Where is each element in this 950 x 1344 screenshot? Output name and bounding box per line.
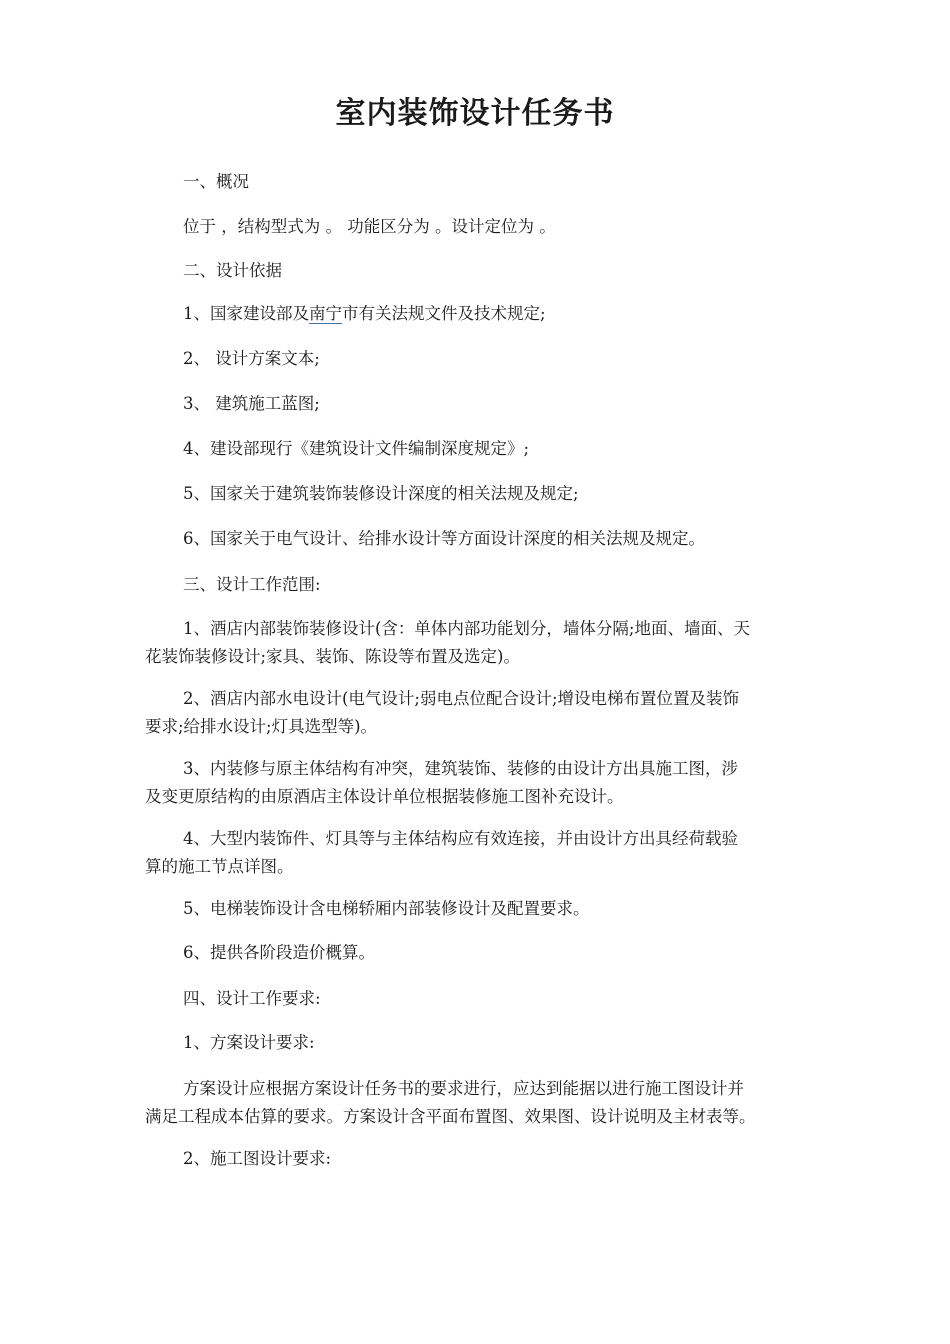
scope-item-4-line-1: 4、大型内装饰件、灯具等与主体结构应有效连接，并由设计方出具经荷载验: [183, 829, 738, 848]
scope-item-4-line-2: 算的施工节点详图。: [145, 857, 294, 876]
city-link[interactable]: 南宁: [309, 304, 342, 323]
basis-item-4: 4、建设部现行《建筑设计文件编制深度规定》;: [183, 439, 530, 458]
section-heading-overview: 一、概况: [183, 172, 249, 191]
document-title: 室内装饰设计任务书: [335, 96, 615, 131]
scope-item-3-line-1: 3、内装修与原主体结构有冲突，建筑装饰、装修的由设计方出具施工图，涉: [183, 759, 738, 778]
basis-item-2: 2、 设计方案文本;: [183, 349, 320, 368]
requirement-item-2: 2、施工图设计要求:: [183, 1149, 332, 1168]
basis-item-1-text-a: 1、国家建设部及: [183, 304, 309, 323]
requirement-item-1: 1、方案设计要求:: [183, 1033, 315, 1052]
section-heading-basis: 二、设计依据: [183, 261, 282, 280]
scope-item-6: 6、提供各阶段造价概算。: [183, 943, 375, 962]
basis-item-6: 6、国家关于电气设计、给排水设计等方面设计深度的相关法规及规定。: [183, 529, 705, 548]
overview-text: 位于 ，结构型式为 。 功能区分为 。设计定位为 。: [183, 217, 556, 236]
scope-item-2-line-2: 要求;给排水设计;灯具选型等)。: [145, 717, 378, 736]
basis-item-5: 5、国家关于建筑装饰装修设计深度的相关法规及规定;: [183, 484, 579, 503]
scope-item-5: 5、电梯装饰设计含电梯轿厢内部装修设计及配置要求。: [183, 899, 590, 918]
basis-item-1-text-b: 市有关法规文件及技术规定;: [342, 304, 546, 323]
requirement-item-1-text-line-2: 满足工程成本估算的要求。方案设计含平面布置图、效果图、设计说明及主材表等。: [145, 1107, 756, 1126]
basis-item-3: 3、 建筑施工蓝图;: [183, 394, 320, 413]
section-heading-requirements: 四、设计工作要求:: [183, 989, 321, 1008]
scope-item-1-line-2: 花装饰装修设计;家具、装饰、陈设等布置及选定)。: [145, 647, 520, 666]
scope-item-2-line-1: 2、酒店内部水电设计(电气设计;弱电点位配合设计;增设电梯布置位置及装饰: [183, 689, 740, 708]
scope-item-1-line-1: 1、酒店内部装饰装修设计(含：单体内部功能划分，墙体分隔;地面、墙面、天: [183, 619, 750, 638]
section-heading-scope: 三、设计工作范围:: [183, 575, 321, 594]
basis-item-1: [145, 300, 815, 328]
requirement-item-1-text-line-1: 方案设计应根据方案设计任务书的要求进行，应达到能据以进行施工图设计并: [183, 1079, 744, 1098]
scope-item-3-line-2: 及变更原结构的由原酒店主体设计单位根据装修施工图补充设计。: [145, 787, 624, 806]
